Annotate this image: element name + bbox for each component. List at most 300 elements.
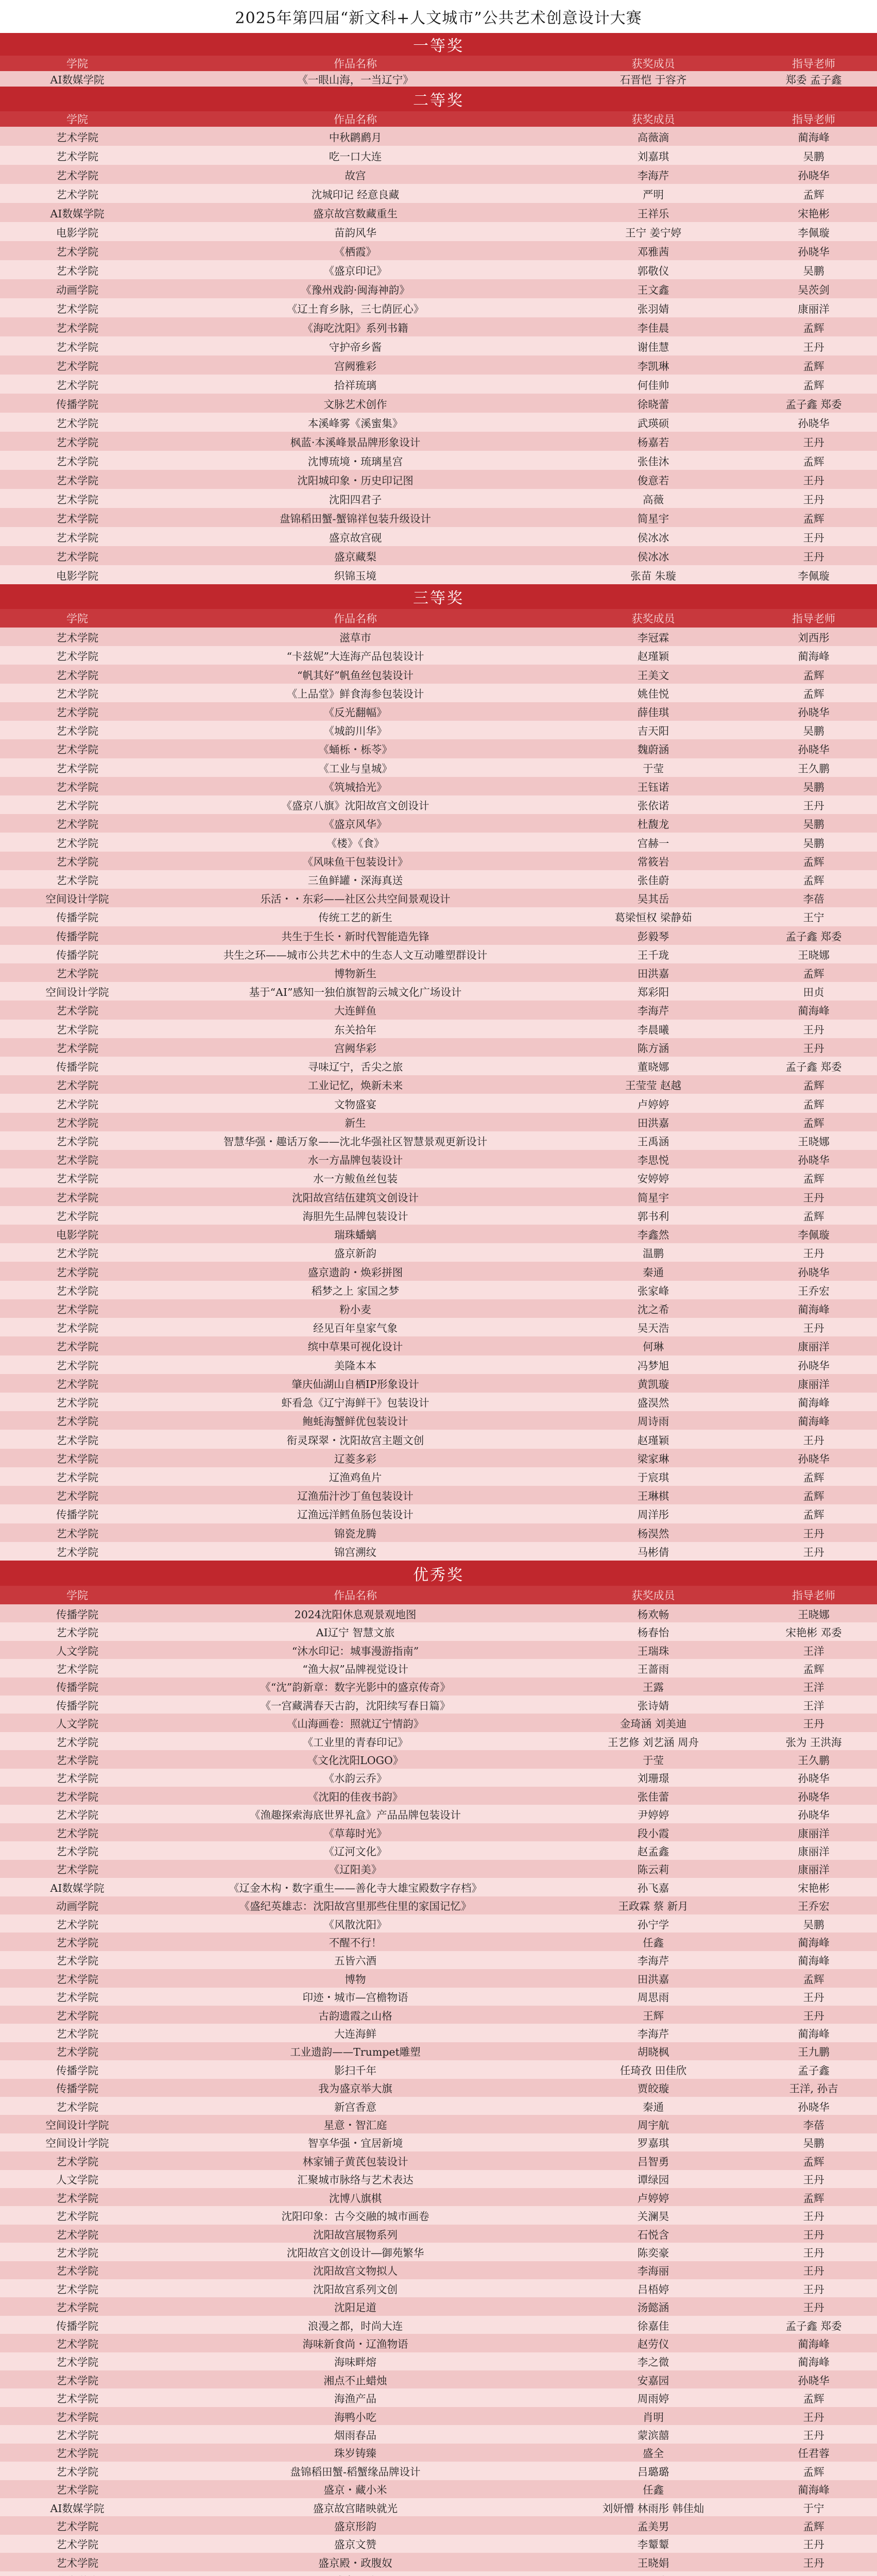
table-cell: 周洋彤 [637,1509,669,1521]
table-cell: 郑彩阳 [637,986,669,999]
table-cell: 艺术学院 [56,818,98,831]
table-cell: 艺术学院 [56,1434,98,1447]
table-cell: 传播学院 [56,930,98,943]
table-cell: 孟子鑫 郑委 [785,2319,842,2332]
table-cell: 宫阙华彩 [334,1042,376,1055]
table-cell: 孙晓华 [798,245,830,258]
table-cell: 艺术学院 [56,2411,98,2424]
table-row [0,565,877,584]
table-cell: 马彬倩 [637,1546,669,1558]
table-row [0,2553,877,2571]
table-cell: 艺术学院 [56,1863,98,1876]
table-cell: 李蓓 [803,893,824,906]
table-cell: 蔺海峰 [798,1955,830,1968]
table-cell: 艺术学院 [56,1490,98,1503]
table-row [0,2571,877,2576]
table-cell: 王丹 [803,550,824,563]
table-cell: 孙晓华 [798,1809,830,1822]
table-row [0,1486,877,1504]
table-cell: 薛佳琪 [637,706,669,719]
table-cell: 孟辉 [803,455,824,468]
table-cell: AI数媒学院 [50,1882,105,1894]
table-cell: 艺术学院 [56,2100,98,2113]
table-cell: 动画学院 [56,1900,98,1913]
column-header: 指导老师 [792,613,835,625]
column-header: 获奖成员 [631,613,675,625]
table-cell: 我为盛京举大旗 [318,2082,392,2095]
table-cell: 文物盛宴 [334,1098,376,1111]
table-cell: 李之微 [637,2356,669,2369]
table-cell: 传播学院 [56,948,98,961]
table-row [0,684,877,702]
table-row [0,1374,877,1393]
table-row [0,2516,877,2534]
table-cell: 王丹 [803,2210,824,2223]
table-cell: 王千珑 [637,948,669,961]
column-header: 学院 [66,58,88,70]
table-row [0,1318,877,1336]
table-row [0,336,877,355]
table-cell: 郭书利 [637,1210,669,1223]
table-cell: 艺术学院 [56,632,98,645]
table-cell: 孟辉 [803,2520,824,2533]
table-row [0,1075,877,1094]
table-cell: 徐晓蕾 [637,398,669,411]
table-cell: 博物新生 [334,968,376,980]
table-cell: 艺术学院 [56,2192,98,2205]
table-cell: 孙晓华 [798,1359,830,1372]
table-cell: 新宫香意 [334,2100,376,2113]
table-row [0,1243,877,1262]
table-cell: 张佳沐 [637,455,669,468]
table-cell: 《盛京印记》 [323,264,387,277]
table-cell: 守护帝乡酱 [329,341,382,353]
table-cell: 王丹 [803,2174,824,2187]
table-cell: 辽菱多彩 [334,1452,376,1465]
table-cell: 艺术学院 [56,1663,98,1675]
table-cell: 王丹 [803,1247,824,1260]
column-header-row [0,111,877,127]
table-cell: 古韵遗霞之山格 [318,2009,392,2022]
column-header: 指导老师 [792,58,835,70]
table-row [0,1281,877,1299]
table-row [0,1057,877,1075]
table-cell: 王瑞珠 [637,1645,669,1657]
table-cell: 《辽土育乡脉，三七荫匠心》 [286,302,424,315]
table-cell: 刘妍懵 林雨彤 韩佳灿 [602,2502,704,2515]
table-cell: 《水韵云乔》 [323,1772,387,1785]
table-row [0,260,877,279]
table-row [0,375,877,394]
table-cell: 王美文 [637,669,669,682]
table-cell: 《沈阳的佳夜书韵》 [307,1790,403,1803]
table-cell: 吴鹏 [803,725,824,738]
table-cell: 王丹 [803,2246,824,2259]
table-cell: 赵劳仪 [637,2337,669,2350]
table-cell: 蔺海峰 [798,650,830,663]
table-cell: 张依诺 [637,800,669,812]
table-cell: 李晨曦 [637,1023,669,1036]
table-cell: 沈阳故宫文创设计―御苑繁华 [286,2246,424,2259]
table-row [0,2133,877,2151]
table-cell: 宋艳彬 [798,1882,830,1894]
table-cell: 盘锦稻田蟹-稻蟹缘品牌设计 [290,2465,421,2478]
table-cell: 艺术学院 [56,1626,98,1639]
table-row [0,1225,877,1243]
table-cell: 赵孟鑫 [637,1845,669,1858]
table-cell: 王丹 [803,474,824,487]
table-cell: 艺术学院 [56,2246,98,2259]
table-row [0,1299,877,1318]
table-cell: 蔺海峰 [798,131,830,144]
table-cell: 新生 [345,1116,366,1129]
table-cell: 海鸭小吃 [334,2411,376,2424]
table-cell: 宫阙雅彩 [334,360,376,372]
table-row [0,1659,877,1677]
table-cell: 艺术学院 [56,2009,98,2022]
table-cell: 王莹莹 赵越 [625,1079,682,1092]
table-cell: 沈阳四君子 [329,493,382,506]
table-cell: 于宁 [803,2502,824,2515]
table-cell: 张佳蔚 [637,874,669,887]
table-cell: 于宸琪 [637,1471,669,1484]
table-row [0,1696,877,1714]
table-cell: 任君蓉 [798,2447,830,2460]
table-row [0,241,877,260]
section-header: 优秀奖 [0,1561,877,1586]
table-cell: 艺术学院 [56,800,98,812]
table-cell: 何琳 [643,1341,664,1353]
table-cell: 星意・智汇庭 [323,2119,387,2132]
table-cell: 《海吃沈阳》系列书籍 [302,321,408,334]
table-cell: 孙飞嘉 [637,1882,669,1894]
table-cell: 张诗婧 [637,1699,669,1712]
section-first-prize [0,33,877,87]
table-cell: 王祥乐 [637,207,669,220]
table-row [0,1094,877,1112]
table-cell: 盛京遗韵・焕彩拼图 [307,1266,403,1279]
table-cell: 王丹 [803,1991,824,2004]
table-cell: 吴鹏 [803,2137,824,2150]
table-cell: 传播学院 [56,398,98,411]
table-row [0,1805,877,1823]
table-cell: 海胆先生品牌包装设计 [302,1210,408,1223]
table-cell: 孟辉 [803,188,824,201]
table-cell: 卢婷婷 [637,2192,669,2205]
table-cell: 蔺海峰 [798,1005,830,1018]
table-cell: 工业遗韵——Trumpet雕塑 [290,2046,421,2059]
table-cell: 吴鹏 [803,150,824,163]
table-cell: 艺术学院 [56,1937,98,1950]
table-row [0,2225,877,2243]
table-cell: 盛京故宫数藏重生 [313,207,398,220]
table-cell: 王洋, 孙吉 [789,2082,838,2095]
column-header: 获奖成员 [631,58,675,70]
table-cell: 沈博琉境・琉璃星宫 [307,455,403,468]
table-cell: 王钰诺 [637,781,669,793]
table-row [0,907,877,926]
column-header-row [0,56,877,71]
table-cell: 葛梁恒权 梁静茹 [614,911,692,924]
table-cell: 人文学院 [56,1718,98,1731]
table-row [0,870,877,889]
table-cell: 艺术学院 [56,2301,98,2314]
table-cell: 《山海画卷：照就辽宁情韵》 [286,1718,424,1731]
table-cell: 黄凯璇 [637,1378,669,1391]
table-cell: 孟美男 [637,2520,669,2533]
table-row [0,739,877,758]
table-cell: 印迹・城市—宫檐物语 [302,1991,408,2004]
table-cell: 孟子鑫 郑委 [785,930,842,943]
table-cell: 《筑城拾光》 [323,781,387,793]
table-cell: 艺术学院 [56,837,98,850]
table-cell: 艺术学院 [56,1136,98,1148]
table-cell: 蔺海峰 [798,1397,830,1410]
table-cell: 王丹 [803,800,824,812]
table-row [0,1430,877,1448]
table-row [0,833,877,851]
table-row [0,2462,877,2480]
table-cell: 吴鹏 [803,837,824,850]
table-cell: 《上品堂》鲜食海参包装设计 [286,687,424,700]
table-cell: 简星宇 [637,1191,669,1204]
table-cell: 王久鹏 [798,762,830,775]
table-row [0,758,877,777]
table-cell: 杨淏然 [637,1527,669,1540]
table-row [0,279,877,298]
table-cell [750,2571,877,2576]
table-cell: 王艺修 刘艺涵 周舟 [607,1736,699,1749]
table-cell: 《一宫藏满春天古韵，沈阳续写春日篇》 [260,1699,451,1712]
table-row [0,852,877,870]
table-cell: 王晓娟 [637,2556,669,2569]
table-cell: 秦通 [643,2100,664,2113]
table-cell: 艺术学院 [56,455,98,468]
table-cell: 传播学院 [56,1681,98,1694]
table-cell: 严明 [643,188,664,201]
table-cell: 王丹 [803,1718,824,1731]
table-cell: 传播学院 [56,911,98,924]
table-cell: 姚佳悦 [637,687,669,700]
table-row [0,2097,877,2115]
table-row [0,2279,877,2297]
table-cell: 陈奕豪 [637,2246,669,2259]
table-cell: 本溪峰雾《溪蜜集》 [307,417,403,430]
table-row [0,508,877,527]
table-cell: 艺术学院 [56,2228,98,2241]
table-row [0,1787,877,1805]
table-cell: 空间设计学院 [45,893,109,906]
table-cell: 周宇航 [637,2119,669,2132]
table-cell: 盛全 [643,2447,664,2460]
table-cell: 吉天阳 [637,725,669,738]
table-cell: 艺术学院 [56,762,98,775]
table-cell: 动画学院 [56,283,98,296]
table-cell: 何佳帅 [637,379,669,392]
table-cell: 吴鹏 [803,818,824,831]
table-row [0,2060,877,2078]
table-cell: 艺术学院 [56,1772,98,1785]
table-cell: 虾看急《辽宁海鲜干》包装设计 [281,1397,429,1410]
table-cell: 艺术学院 [56,131,98,144]
table-cell: 王丹 [803,1191,824,1204]
table-row [0,1262,877,1280]
table-cell: 康丽洋 [798,1378,830,1391]
table-row [0,1542,877,1561]
table-cell: 王丹 [803,2301,824,2314]
table-cell: 孟辉 [803,1973,824,1986]
table-cell: 王露 [643,1681,664,1694]
table-row [0,2115,877,2133]
table-row [0,2151,877,2170]
table-cell: 孟辉 [803,1490,824,1503]
table-cell: 沈阳印象：古今交融的城市画卷 [281,2210,429,2223]
table-row [0,2498,877,2516]
table-cell: 艺术学院 [56,968,98,980]
table-row [0,2316,877,2334]
table-cell: 艺术学院 [56,379,98,392]
table-row [0,298,877,317]
table-cell: 王丹 [803,341,824,353]
table-row [0,1732,877,1750]
table-cell: 周雨婷 [637,2393,669,2405]
table-row [0,1168,877,1187]
table-cell: 艺术学院 [56,1790,98,1803]
table-row [0,1914,877,1933]
table-cell: 《辽阳美》 [329,1863,382,1876]
table-cell: 李鑫然 [637,1229,669,1242]
table-cell: 吕璐璐 [637,2465,669,2478]
table-cell: 孟辉 [803,1509,824,1521]
table-cell: 王丹 [803,1546,824,1558]
column-header: 作品名称 [334,113,377,126]
table-cell: 邓雅茜 [637,245,669,258]
table-row [0,1750,877,1768]
table-row [0,665,877,683]
table-cell: 王丹 [803,493,824,506]
table-row [0,2261,877,2279]
table-cell: 王辉 [643,2009,664,2022]
table-cell: 美隆本本 [334,1359,376,1372]
table-cell: 王政霖 蔡 新月 [618,1900,689,1913]
table-cell: 孟辉 [803,512,824,525]
table-cell: 基于“AI”感知一独伯旗智韵云城文化广场设计 [249,986,462,999]
table-cell: 缤中草果可视化设计 [307,1341,403,1353]
table-cell: 林家铺子黄芪包装设计 [302,2155,408,2168]
table-row [0,2206,877,2224]
table-cell: 康丽洋 [798,1863,830,1876]
table-cell: 彭毅琴 [637,930,669,943]
table-cell: 肖明 [643,2411,664,2424]
table-row [0,165,877,184]
table-cell: 谭绿园 [637,2174,669,2187]
table-cell: 孙晓华 [798,706,830,719]
table-row [0,2170,877,2188]
table-cell: 孙晓华 [798,1452,830,1465]
table-row [0,2079,877,2097]
table-cell: 艺术学院 [56,781,98,793]
table-row [0,355,877,375]
table-cell: 谢佳慧 [637,341,669,353]
table-cell: 艺术学院 [56,2337,98,2350]
table-cell: 艺术学院 [56,1005,98,1018]
table-cell: 金琦涵 刘美迪 [620,1718,687,1731]
table-cell: 海渔产品 [334,2393,376,2405]
table-cell: 艺术学院 [56,2556,98,2569]
table-cell: 艺术学院 [56,341,98,353]
table-cell: 艺术学院 [56,512,98,525]
table-row [0,394,877,413]
table-cell: 传播学院 [56,1699,98,1712]
table-cell: 三鱼鲜罐・深海真送 [307,874,403,887]
table-cell: 石晋恺 于容齐 [620,74,687,86]
table-cell [154,2571,556,2576]
table-cell: 沈阳故宫展物系列 [313,2228,398,2241]
table-cell: 李佩璇 [798,569,830,582]
table-cell: 艺术学院 [56,436,98,449]
table-cell: 梁家琳 [637,1452,669,1465]
table-cell: “沐水印记：城事漫游指南” [291,1645,419,1657]
table-cell: 田洪嘉 [637,968,669,980]
table-row [0,795,877,814]
table-cell: 吕梧婷 [637,2283,669,2296]
table-row [0,2370,877,2388]
table-cell: 《工业里的青春印记》 [302,1736,408,1749]
table-cell: 孟子鑫 郑委 [785,398,842,411]
column-header: 作品名称 [334,58,377,70]
table-cell: 高薇滴 [637,131,669,144]
table-cell: 艺术学院 [56,550,98,563]
table-cell: 辽渔远洋鳕鱼肠包装设计 [297,1509,414,1521]
table-row [0,1038,877,1057]
table-cell: 王洋 [803,1645,824,1657]
table-row [0,777,877,795]
table-row [0,1677,877,1696]
table-cell: 孙晓华 [798,169,830,182]
table-cell: 李思悦 [637,1154,669,1167]
table-cell: 稻梦之上 家国之梦 [311,1284,400,1297]
table-cell: 李凯琳 [637,360,669,372]
table-row [0,1449,877,1467]
table-cell: 水一方鲅鱼丝包装 [313,1173,398,1185]
table-cell: 沈阳故宫系列文创 [313,2283,398,2296]
table-cell: 孟辉 [803,2465,824,2478]
table-cell: 张佳蕾 [637,1790,669,1803]
table-row [0,184,877,203]
table-row [0,2407,877,2425]
table-cell: 刘珊璟 [637,1772,669,1785]
table-cell: 艺术学院 [56,1918,98,1931]
table-row [0,1001,877,1019]
table-cell: 杨欢畅 [637,1608,669,1621]
table-cell: 刘西彤 [798,632,830,645]
table-cell: 艺术学院 [56,1098,98,1111]
column-header-row [0,1586,877,1604]
table-row [0,1411,877,1430]
table-cell: 辽渔茄汁沙丁鱼包装设计 [297,1490,414,1503]
table-cell: “卡兹妮”大连海产品包装设计 [286,650,424,663]
table-cell: 智享华强・宜居新境 [307,2137,403,2150]
table-cell: 艺术学院 [56,1322,98,1335]
table-row [0,527,877,546]
table-cell: 孙晓华 [798,1790,830,1803]
table-row [0,413,877,432]
table-cell: 孟子鑫 [798,2064,830,2077]
table-cell: 汤懿涵 [637,2301,669,2314]
table-cell: 张羽婧 [637,302,669,315]
table-cell: 影扫千年 [334,2064,376,2077]
table-row [0,1878,877,1896]
